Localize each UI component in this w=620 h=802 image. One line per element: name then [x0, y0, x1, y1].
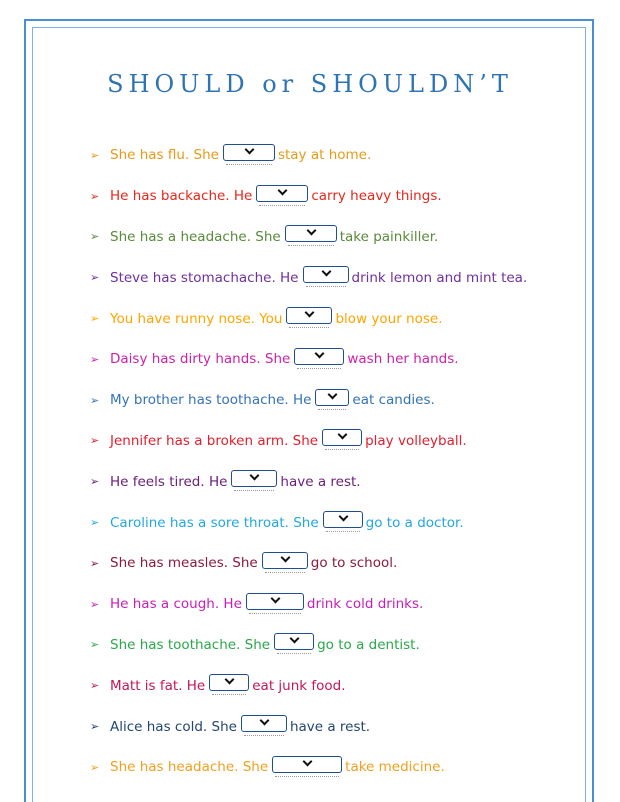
exercise-item: [90, 625, 527, 666]
chevron-down-icon: [245, 144, 255, 154]
chevron-down-icon: [303, 756, 313, 766]
sentence-start: She has headache. She: [110, 759, 269, 776]
arrow-bullet-icon: ➢: [90, 352, 100, 366]
exercise-item: [90, 339, 527, 380]
sentence-end: stay at home.: [277, 147, 372, 164]
sentence-start: He has backache. He: [110, 188, 253, 205]
arrow-bullet-icon: ➢: [90, 679, 100, 693]
arrow-bullet-icon: ➢: [90, 597, 100, 611]
sentence-start: You have runny nose. You: [110, 310, 283, 327]
arrow-bullet-icon: ➢: [90, 148, 100, 162]
sentence-start: Jennifer has a broken arm. She: [110, 432, 319, 449]
exercise-item: [90, 502, 527, 543]
chevron-down-icon: [225, 675, 235, 685]
sentence-end: drink lemon and mint tea.: [351, 269, 528, 286]
chevron-down-icon: [270, 593, 280, 603]
worksheet-title: SHOULD or SHOULDN’T: [107, 70, 513, 98]
answer-dropdown[interactable]: [286, 307, 332, 324]
exercise-item: [90, 584, 527, 625]
answer-dropdown[interactable]: [323, 511, 363, 528]
answer-dropdown[interactable]: [209, 674, 249, 691]
sentence-end: eat candies.: [352, 392, 435, 409]
exercise-item: [90, 461, 527, 502]
exercise-item: [90, 543, 527, 584]
sentence-start: Daisy has dirty hands. She: [110, 351, 291, 368]
exercise-list: [90, 135, 527, 788]
sentence-end: play volleyball.: [365, 432, 467, 449]
arrow-bullet-icon: ➢: [90, 516, 100, 530]
chevron-down-icon: [280, 552, 290, 562]
sentence-start: She has flu. She: [110, 147, 219, 164]
chevron-down-icon: [306, 226, 316, 236]
exercise-item: [90, 298, 527, 339]
sentence-start: He feels tired. He: [110, 473, 228, 490]
answer-dropdown[interactable]: [272, 756, 342, 773]
exercise-item: [90, 421, 527, 462]
chevron-down-icon: [290, 634, 300, 644]
answer-dropdown[interactable]: [262, 552, 308, 569]
chevron-down-icon: [259, 716, 269, 726]
arrow-bullet-icon: ➢: [90, 760, 100, 774]
sentence-start: Steve has stomachache. He: [110, 269, 299, 286]
sentence-start: She has toothache. She: [110, 636, 271, 653]
sentence-start: My brother has toothache. He: [110, 392, 312, 409]
arrow-bullet-icon: ➢: [90, 271, 100, 285]
arrow-bullet-icon: ➢: [90, 556, 100, 570]
arrow-bullet-icon: ➢: [90, 638, 100, 652]
answer-dropdown[interactable]: [256, 185, 308, 202]
exercise-item: [90, 747, 527, 788]
sentence-start: He has a cough. He: [110, 596, 242, 613]
exercise-item: [90, 706, 527, 747]
arrow-bullet-icon: ➢: [90, 189, 100, 203]
arrow-bullet-icon: ➢: [90, 393, 100, 407]
sentence-end: go to a doctor.: [365, 514, 464, 531]
sentence-end: take painkiller.: [339, 228, 439, 245]
answer-dropdown[interactable]: [322, 429, 362, 446]
sentence-end: wash her hands.: [347, 351, 459, 368]
answer-dropdown[interactable]: [223, 144, 275, 161]
answer-dropdown[interactable]: [285, 225, 337, 242]
answer-dropdown[interactable]: [246, 593, 304, 610]
sentence-end: have a rest.: [280, 473, 361, 490]
exercise-item: [90, 380, 527, 421]
chevron-down-icon: [328, 389, 338, 399]
chevron-down-icon: [338, 430, 348, 440]
answer-dropdown[interactable]: [241, 715, 287, 732]
arrow-bullet-icon: ➢: [90, 475, 100, 489]
answer-dropdown[interactable]: [274, 633, 314, 650]
chevron-down-icon: [338, 512, 348, 522]
answer-dropdown[interactable]: [315, 389, 349, 406]
chevron-down-icon: [278, 185, 288, 195]
sentence-end: go to school.: [310, 555, 398, 572]
arrow-bullet-icon: ➢: [90, 312, 100, 326]
sentence-end: drink cold drinks.: [306, 596, 424, 613]
sentence-start: Alice has cold. She: [110, 718, 237, 735]
sentence-end: take medicine.: [345, 759, 445, 776]
sentence-start: Caroline has a sore throat. She: [110, 514, 319, 531]
arrow-bullet-icon: ➢: [90, 434, 100, 448]
answer-dropdown[interactable]: [303, 266, 349, 283]
sentence-end: have a rest.: [289, 718, 371, 735]
arrow-bullet-icon: ➢: [90, 720, 100, 734]
exercise-item: [90, 257, 527, 298]
exercise-item: [90, 176, 527, 217]
sentence-start: She has a headache. She: [110, 228, 281, 245]
sentence-end: carry heavy things.: [311, 188, 442, 205]
sentence-start: Matt is fat. He: [110, 677, 206, 694]
sentence-end: eat junk food.: [252, 677, 346, 694]
chevron-down-icon: [315, 348, 325, 358]
chevron-down-icon: [250, 471, 260, 481]
exercise-item: [90, 135, 527, 176]
sentence-end: blow your nose.: [335, 310, 443, 327]
arrow-bullet-icon: ➢: [90, 230, 100, 244]
chevron-down-icon: [321, 267, 331, 277]
exercise-item: [90, 217, 527, 258]
sentence-start: She has measles. She: [110, 555, 258, 572]
answer-dropdown[interactable]: [231, 470, 277, 487]
sentence-end: go to a dentist.: [317, 636, 420, 653]
answer-dropdown[interactable]: [294, 348, 344, 365]
chevron-down-icon: [305, 308, 315, 318]
exercise-item: [90, 665, 527, 706]
